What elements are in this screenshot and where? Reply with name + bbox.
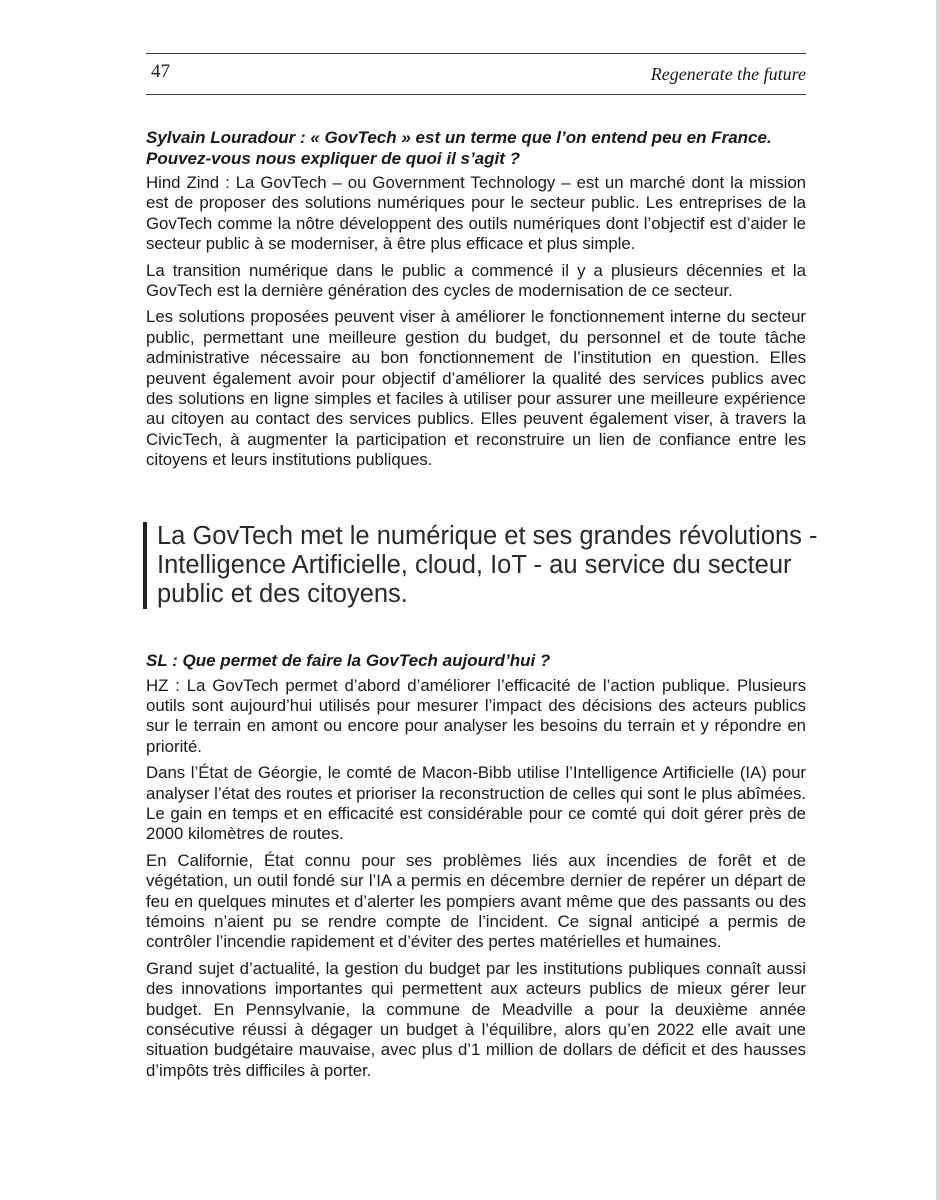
running-title: Regenerate the future xyxy=(650,64,806,84)
header-bottom-rule xyxy=(146,94,806,95)
pull-quote: La GovTech met le numérique et ses grandes révolutions - Intelligence Artificielle, cloud, IoT - au service du secteur public et des citoyens. xyxy=(143,522,825,609)
page-number: 47 xyxy=(151,61,170,82)
answer-paragraph: La transition numérique dans le public a commencé il y a plusieurs décennies et la GovTech est la dernière génération des cycles de modernisation de ce secteur. xyxy=(146,260,806,301)
interview-section-2 xyxy=(146,651,806,1081)
answer-paragraph: En Californie, État connu pour ses problèmes liés aux incendies de forêt et de végétation, un outil fondé sur l’IA a permis en décembre dernier de repérer un départ de feu en quelques minutes et d’alerter les pompiers avant même que des passants ou des témoins n’aient pu se rendre compte de l’incident. Ce signal anticipé a permis de contrôler l’incendie rapidement et d’éviter des pertes matérielles et humaines. xyxy=(146,850,806,952)
interview-question: SL : Que permet de faire la GovTech aujourd’hui ? xyxy=(146,651,551,670)
answer-paragraph: Hind Zind : La GovTech – ou Government Technology – est un marché dont la mission est de proposer des solutions numériques pour le secteur public. Les entreprises de la GovTech comme la nôtre développent des outils numériques dont l’objectif est d’aider le secteur public à se moderniser, à être plus efficace et plus simple. xyxy=(146,173,806,254)
page-edge xyxy=(936,0,940,1200)
header-top-rule xyxy=(146,53,806,54)
interview-section-1 xyxy=(146,128,806,471)
answer-paragraph: Grand sujet d’actualité, la gestion du budget par les institutions publiques connaît aussi des innovations importantes qui permettent aux acteurs publics de mieux gérer leur budget. En Pennsylvanie, la commune de Meadville a pour la deuxième année consécutive réussi à dégager un budget à l’équilibre, alors qu’en 2022 elle avait une situation budgétaire mauvaise, avec plus d’1 million de dollars de déficit et des hausses d’impôts très difficiles à porter. xyxy=(146,958,806,1080)
interview-question: Sylvain Louradour : « GovTech » est un terme que l’on entend peu en France. Pouvez-vous nous expliquer de quoi il s’agit ? xyxy=(146,128,772,168)
answer-paragraph: Dans l’État de Géorgie, le comté de Macon-Bibb utilise l’Intelligence Artificielle (IA) pour analyser l’état des routes et prioriser la reconstruction de celles qui sont le plus abîmées. Le gain en temps et en efficacité est considérable pour ce comté qui doit gérer près de 2000 kilomètres de routes. xyxy=(146,763,806,844)
answer-paragraph: HZ : La GovTech permet d’abord d’améliorer l’efficacité de l’action publique. Plusieurs outils sont aujourd’hui utilisés pour mesurer l’impact des décisions des acteurs publics sur le terrain en amont ou encore pour analyser les besoins du terrain et y répondre en priorité. xyxy=(146,675,806,756)
answer-paragraph: Les solutions proposées peuvent viser à améliorer le fonctionnement interne du secteur public, permettant une meilleure gestion du budget, du personnel et de toute tâche administrative nécessaire au bon fonctionnement de l’institution en question. Elles peuvent également avoir pour objectif d’améliorer la qualité des services publics avec des solutions en ligne simples et faciles à utiliser pour assurer une meilleure expérience au citoyen au contact des services publics. Elles peuvent également viser, à travers la CivicTech, à augmenter la participation et reconstruire un lien de confiance entre les citoyens et leurs institutions publiques. xyxy=(146,307,806,470)
